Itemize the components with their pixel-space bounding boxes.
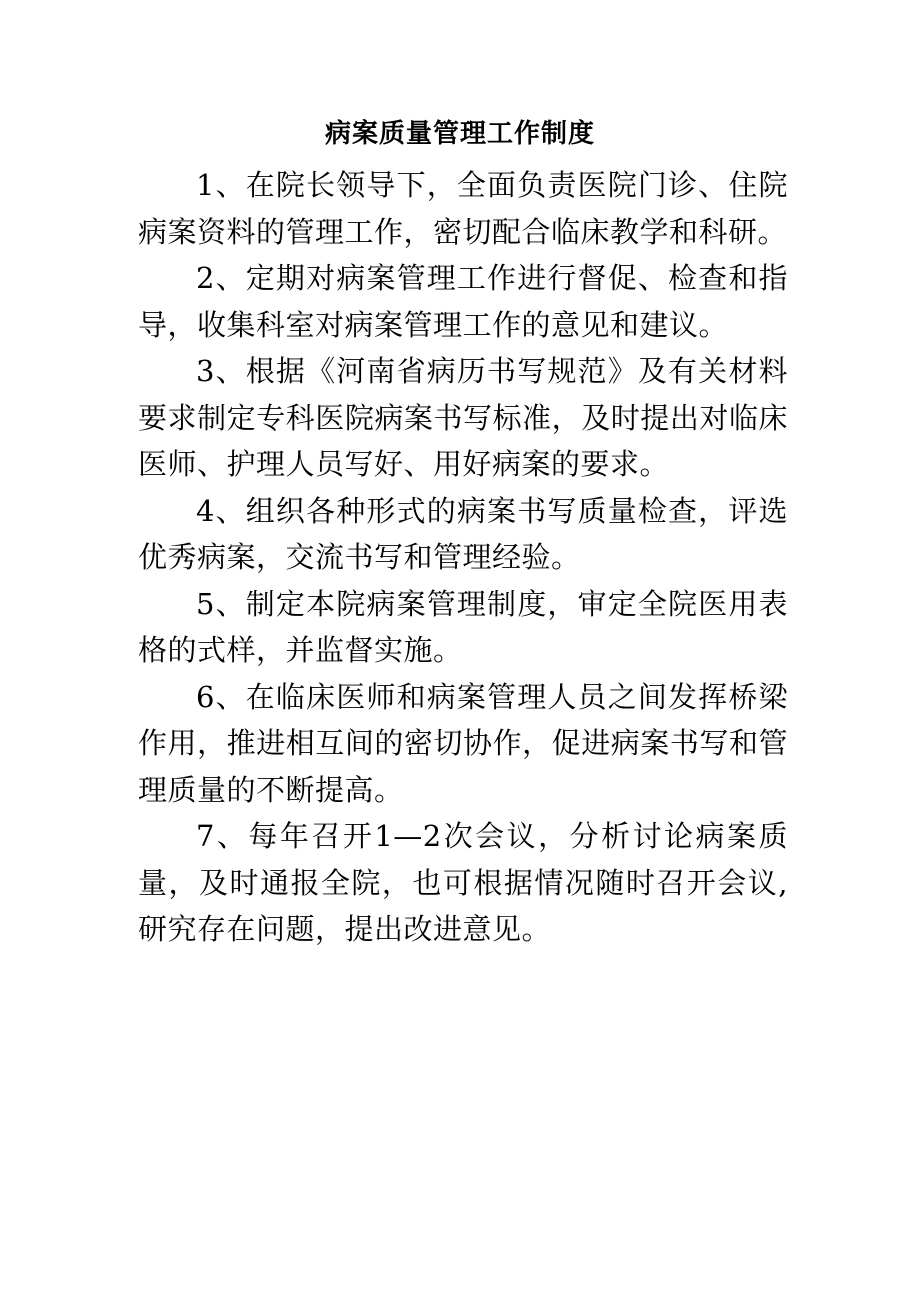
paragraph-5: 5、制定本院病案管理制度，审定全院医用表格的式样，并监督实施。	[138, 586, 788, 667]
paragraph-6: 6、在临床医师和病案管理人员之间发挥桥梁作用，推进相互间的密切协作，促进病案书写和管理质量的不断提高。	[138, 679, 788, 807]
paragraph-4: 4、组织各种形式的病案书写质量检查，评选优秀病案，交流书写和管理经验。	[138, 493, 788, 574]
paragraph-7: 7、每年召开1—2次会议，分析讨论病案质量，及时通报全院，也可根据情况随时召开会议,研究存在问题，提出改进意见。	[138, 819, 788, 946]
paragraph-3: 3、根据《河南省病历书写规范》及有关材料要求制定专科医院病案书写标准，及时提出对临床医师、护理人员写好、用好病案的要求。	[138, 354, 788, 481]
document-title: 病案质量管理工作制度	[324, 119, 595, 149]
document-body	[138, 162, 788, 953]
paragraph-1: 1、在院长领导下，全面负责医院门诊、住院病案资料的管理工作，密切配合临床教学和科研。	[138, 168, 788, 249]
paragraph-2: 2、定期对病案管理工作进行督促、检查和指导，收集科室对病案管理工作的意见和建议。	[138, 261, 788, 342]
